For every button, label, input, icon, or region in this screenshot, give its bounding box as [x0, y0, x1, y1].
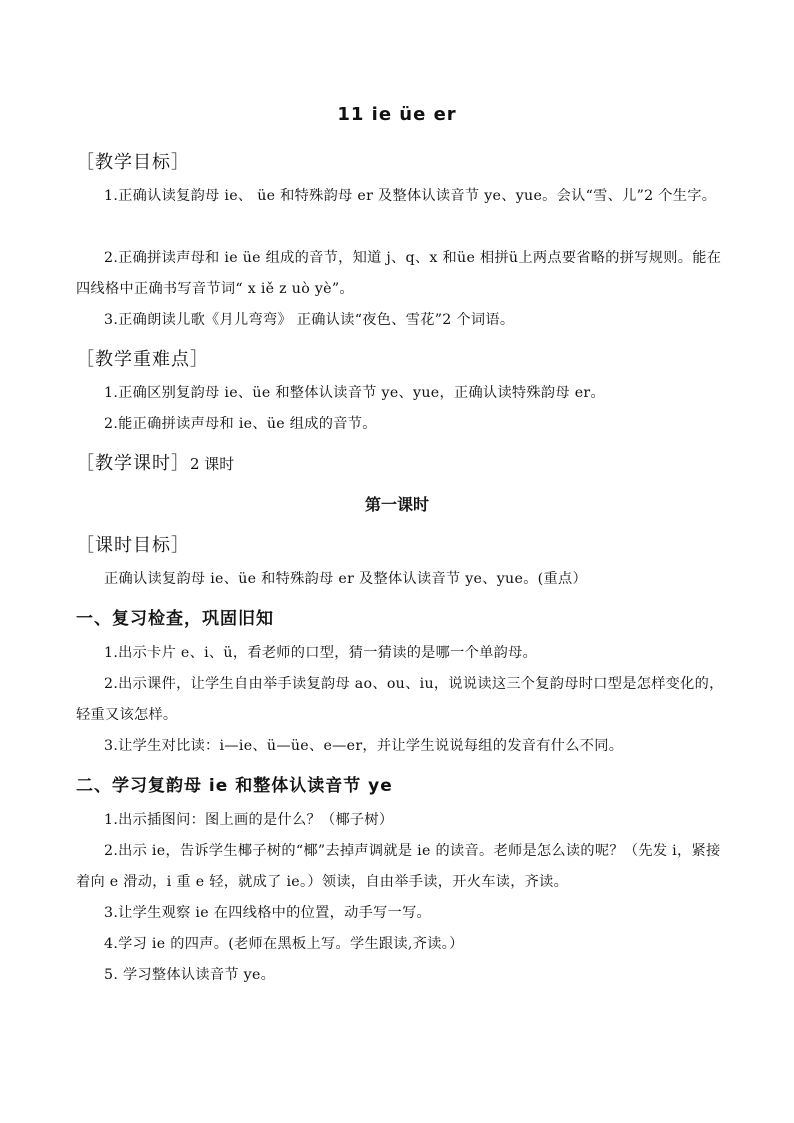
section-1-item-2: 2.出示课件，让学生自由举手读复韵母 ao、ou、iu，说说读这三个复韵母时口型是怎样变化的，轻重又该怎样。 — [76, 676, 724, 723]
hours-heading — [76, 449, 234, 475]
section-1-title: 一、复习检查，巩固旧知 — [76, 609, 274, 629]
section-2-title: 二、学习复韵母 ie 和整体认读音节 ye — [76, 776, 393, 796]
section-2-item-2: 2.出示 ie，告诉学生椰子树的“椰”去掉声调就是 ie 的读音。老师是怎么读的呢？（先发 i，紧接着向 e 滑动，i 重 e 轻，就成了 ie。）领读，自由举手读，开火车读，齐读。 — [76, 843, 721, 890]
lesson-goal-text: 正确认读复韵母 ie、üe 和特殊韵母 er 及整体认读音节 ye、yue。(重点） — [104, 571, 587, 587]
hours-value: 2 课时 — [190, 455, 235, 473]
section-1-item-3: 3.让学生对比读：i—ie、ü—üe、e—er，并让学生说说每组的发音有什么不同。 — [104, 738, 624, 754]
section-2-item-3: 3.让学生观察 ie 在四线格中的位置，动手写一写。 — [104, 905, 432, 921]
key-point-2: 2.能正确拼读声母和 ie、üe 组成的音节。 — [104, 416, 377, 432]
lesson-title: 11 ie üe er — [337, 104, 457, 125]
hours-label: ［教学课时］ — [76, 453, 190, 474]
section-2-item-4: 4.学习 ie 的四声。(老师在黑板上写。学生跟读,齐读。） — [104, 936, 464, 952]
goal-item-2: 2.正确拼读声母和 ie üe 组成的音节，知道 j、q、x 和üe 相拼ü上两点要省略的拼写规则。能在四线格中正确书写音节词“ x iě z uò yè”。 — [76, 250, 722, 297]
lesson-one-title: 第一课时 — [364, 495, 429, 514]
goal-item-3: 3.正确朗读儿歌《月儿弯弯》 正确认读“夜色、雪花”2 个词语。 — [104, 312, 515, 328]
goal-item-1: 1.正确认读复韵母 ie、 üe 和特殊韵母 er 及整体认读音节 ye、yue。会认“雪、儿”2 个生字。 — [104, 188, 717, 204]
section-2-item-1: 1.出示插图问：图上画的是什么？（椰子树） — [104, 812, 394, 828]
section-1-item-1: 1.出示卡片 e、i、ü，看老师的口型，猜一猜读的是哪一个单韵母。 — [104, 645, 538, 661]
goals-heading: ［教学目标］ — [76, 152, 190, 173]
lesson-goal-heading: ［课时目标］ — [76, 535, 190, 556]
key-points-heading: ［教学重难点］ — [76, 349, 209, 370]
section-2-item-5: 5. 学习整体认读音节 ye。 — [104, 967, 276, 983]
key-point-1: 1.正确区别复韵母 ie、üe 和整体认读音节 ye、yue，正确认读特殊韵母 er。 — [104, 385, 605, 401]
